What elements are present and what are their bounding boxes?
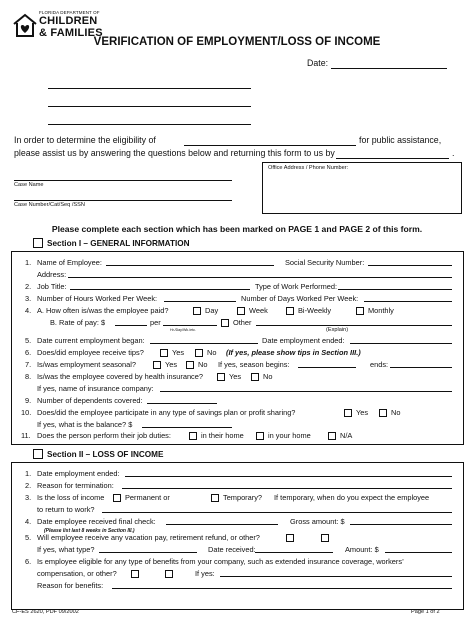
employee-address-field[interactable]	[68, 270, 452, 278]
s1-hours-label: Number of Hours Worked Per Week:	[37, 294, 158, 303]
vacation-no-checkbox[interactable]	[321, 534, 329, 542]
hours-per-week-field[interactable]	[164, 294, 236, 302]
s2-ifyes-label: If yes:	[195, 569, 215, 578]
s1-work-type-label: Type of Work Performed:	[255, 282, 338, 291]
ssn-field[interactable]	[368, 258, 452, 266]
savings-balance-field[interactable]	[142, 420, 232, 428]
recipient-address-line-2[interactable]	[48, 96, 251, 107]
s2-loss-label: Is the loss of income	[37, 493, 105, 502]
intro-text-2: for public assistance,	[359, 135, 442, 145]
intro-text-3: please assist us by answering the questions below and returning this form to us by	[14, 148, 335, 158]
date-label: Date:	[307, 58, 329, 68]
pay-week-checkbox[interactable]	[237, 307, 245, 315]
case-number-label: Case Number/Cat/Seq /SSN	[14, 202, 85, 208]
explain-hint-text: (Explain)	[326, 327, 349, 333]
termination-reason-field[interactable]	[122, 481, 452, 489]
season-begins-label: If yes, season begins:	[218, 360, 290, 369]
tips-note: (If yes, please show tips in Section III.)	[226, 348, 361, 357]
season-ends-field[interactable]	[390, 360, 452, 368]
section2-checkbox[interactable]	[33, 449, 43, 459]
s1-q3-number: 3.	[25, 294, 32, 303]
section1-title: Section I – GENERAL INFORMATION	[47, 239, 190, 248]
loss-permanent-label: Permanent or	[125, 493, 170, 502]
benefits-detail-field[interactable]	[220, 569, 452, 577]
tips-no-checkbox[interactable]	[195, 349, 203, 357]
instruction-text: Please complete each section which has been marked on PAGE 1 and PAGE 2 of this form.	[51, 224, 423, 234]
duties-their-home-label: in their home	[201, 431, 244, 440]
seasonal-yes-label: Yes	[165, 360, 178, 369]
logo-dept-text: FLORIDA DEPARTMENT OF	[39, 10, 100, 15]
house-heart-icon	[12, 12, 38, 38]
pay-day-label: Day	[205, 306, 219, 315]
pay-other-checkbox[interactable]	[221, 319, 229, 327]
s2-q3-number: 3.	[25, 493, 32, 502]
season-begins-field[interactable]	[298, 360, 356, 368]
s2-compensation-label: compensation, or other?	[37, 569, 117, 578]
s1-balance-label: If yes, what is the balance? $	[37, 420, 133, 429]
s1-q10-number: 10.	[21, 408, 32, 417]
s1-tips-label: Does/did employee receive tips?	[37, 348, 144, 357]
s2-final-check-label: Date employee received final check:	[37, 517, 156, 526]
s2-date-received-label: Date received:	[208, 545, 256, 554]
s2-reason-benefits-label: Reason for benefits:	[37, 581, 104, 590]
benefits-reason-field[interactable]	[112, 581, 452, 589]
pay-period-field[interactable]	[163, 318, 217, 326]
s1-job-title-label: Job Title:	[37, 282, 67, 291]
loss-permanent-checkbox[interactable]	[113, 494, 121, 502]
seasonal-no-label: No	[198, 360, 208, 369]
pay-week-label: Week	[249, 306, 268, 315]
seasonal-no-checkbox[interactable]	[186, 361, 194, 369]
recipient-address-line-1[interactable]	[48, 78, 251, 89]
s2-reason-label: Reason for termination:	[37, 481, 114, 490]
logo-org-line2: & FAMILIES	[39, 27, 103, 39]
return-by-date-field[interactable]	[336, 148, 449, 159]
duties-na-label: N/A	[340, 431, 353, 440]
s1-name-label: Name of Employee:	[37, 258, 102, 267]
amount-field[interactable]	[385, 545, 452, 553]
s2-final-check-note: (Please list last 8 weeks in Section III.)	[44, 528, 135, 534]
health-yes-label: Yes	[229, 372, 242, 381]
health-no-checkbox[interactable]	[251, 373, 259, 381]
duties-their-home-checkbox[interactable]	[189, 432, 197, 440]
intro-period: .	[452, 148, 455, 158]
s1-seasonal-label: Is/was employment seasonal?	[37, 360, 137, 369]
vacation-yes-checkbox[interactable]	[286, 534, 294, 542]
s1-q11-number: 11.	[21, 431, 31, 440]
rate-of-pay-field[interactable]	[115, 318, 147, 326]
case-name-label: Case Name	[14, 182, 44, 188]
season-ends-label: ends:	[370, 360, 389, 369]
health-no-label: No	[263, 372, 273, 381]
s1-address-label: Address:	[37, 270, 67, 279]
gross-amount-field[interactable]	[350, 517, 452, 525]
tips-yes-checkbox[interactable]	[160, 349, 168, 357]
vacation-type-field[interactable]	[99, 545, 197, 553]
duties-na-checkbox[interactable]	[328, 432, 336, 440]
section2-title: Section II – LOSS OF INCOME	[47, 450, 164, 459]
pay-other-label: Other	[233, 318, 252, 327]
s1-q6-number: 6.	[25, 348, 32, 357]
savings-yes-label: Yes	[356, 408, 369, 417]
pay-biweekly-label: Bi-Weekly	[298, 306, 332, 315]
s1-savings-label: Does/did the employee participate in any type of savings plan or profit sharing?	[37, 408, 296, 417]
s2-q2-number: 2.	[25, 481, 32, 490]
s1-q9-number: 9.	[25, 396, 32, 405]
s1-insurance-company-label: If yes, name of insurance company:	[37, 384, 154, 393]
savings-yes-checkbox[interactable]	[344, 409, 352, 417]
date-received-field[interactable]	[255, 545, 333, 553]
per-hint-text: Hr./Day/Wk./etc.	[170, 328, 196, 332]
duties-your-home-checkbox[interactable]	[256, 432, 264, 440]
s2-end-date-label: Date employment ended:	[37, 469, 120, 478]
s2-end-date-field[interactable]	[125, 469, 452, 477]
s1-q1-number: 1.	[25, 258, 32, 267]
s2-gross-amount-label: Gross amount: $	[290, 517, 345, 526]
tips-yes-label: Yes	[172, 348, 185, 357]
s1-q4-number: 4.	[25, 306, 32, 315]
savings-no-label: No	[391, 408, 401, 417]
s2-temporary-note: If temporary, when do you expect the employee	[274, 493, 430, 502]
intro-text-1: In order to determine the eligibility of	[14, 135, 156, 145]
savings-no-checkbox[interactable]	[379, 409, 387, 417]
office-address-box[interactable]	[262, 162, 462, 214]
s1-dependents-label: Number of dependents covered:	[37, 396, 143, 405]
form-title: VERIFICATION OF EMPLOYMENT/LOSS OF INCOME	[93, 36, 381, 48]
s1-ssn-label: Social Security Number:	[285, 258, 365, 267]
form-id: CF-ES 2620, PDF 09/2002	[12, 609, 79, 615]
office-address-label: Office Address / Phone Number:	[268, 165, 349, 171]
s2-q4-number: 4.	[25, 517, 32, 526]
recipient-address-line-3[interactable]	[48, 114, 251, 125]
dependents-field[interactable]	[147, 396, 217, 404]
s2-q5-number: 5.	[25, 533, 32, 542]
s1-days-label: Number of Days Worked Per Week:	[241, 294, 359, 303]
case-number-field[interactable]	[14, 190, 232, 201]
s1-q5-number: 5.	[25, 336, 32, 345]
s1-per-label: per	[150, 318, 161, 327]
loss-temporary-label: Temporary?	[223, 493, 263, 502]
s2-type-label: If yes, what type?	[37, 545, 95, 554]
pay-day-checkbox[interactable]	[193, 307, 201, 315]
s1-start-date-label: Date current employment began:	[37, 336, 145, 345]
employee-name-field[interactable]	[106, 258, 274, 266]
s1-duties-label: Does the person perform their job duties:	[37, 431, 171, 440]
s1-pay-frequency-label: A. How often is/was the employee paid?	[37, 306, 169, 315]
days-per-week-field[interactable]	[364, 294, 452, 302]
s1-health-label: Is/was the employee covered by health insurance?	[37, 372, 203, 381]
s2-return-label: to return to work?	[37, 505, 95, 514]
benefits-yes-checkbox[interactable]	[131, 570, 139, 578]
final-check-date-field[interactable]	[166, 517, 278, 525]
logo-org-line1: CHILDREN	[39, 15, 98, 27]
s2-benefits-label: Is employee eligible for any type of benefits from your company, such as extended insurance coverage, workers’	[37, 557, 404, 566]
s2-vacation-label: Will employee receive any vacation pay, retirement refund, or other?	[37, 533, 260, 542]
employment-start-field[interactable]	[150, 336, 258, 344]
date-field[interactable]	[331, 58, 447, 69]
pay-monthly-checkbox[interactable]	[356, 307, 364, 315]
seasonal-yes-checkbox[interactable]	[153, 361, 161, 369]
s2-q6-number: 6.	[25, 557, 32, 566]
health-yes-checkbox[interactable]	[217, 373, 225, 381]
s1-rate-label: B. Rate of pay: $	[50, 318, 106, 327]
pay-biweekly-checkbox[interactable]	[286, 307, 294, 315]
insurance-company-field[interactable]	[160, 384, 452, 392]
s2-q1-number: 1.	[25, 469, 32, 478]
return-to-work-field[interactable]	[102, 505, 452, 513]
s1-q2-number: 2.	[25, 282, 32, 291]
duties-your-home-label: in your home	[268, 431, 311, 440]
benefits-no-checkbox[interactable]	[165, 570, 173, 578]
s1-q7-number: 7.	[25, 360, 32, 369]
job-title-field[interactable]	[70, 282, 250, 290]
s2-amount-label: Amount: $	[345, 545, 379, 554]
s1-end-date-label: Date employment ended:	[262, 336, 345, 345]
employment-end-field[interactable]	[350, 336, 452, 344]
loss-temporary-checkbox[interactable]	[211, 494, 219, 502]
pay-other-explain-field[interactable]	[256, 318, 452, 326]
pay-monthly-label: Monthly	[368, 306, 394, 315]
work-type-field[interactable]	[338, 282, 452, 290]
applicant-name-field[interactable]	[184, 135, 356, 146]
tips-no-label: No	[207, 348, 217, 357]
s1-q8-number: 8.	[25, 372, 32, 381]
section1-checkbox[interactable]	[33, 238, 43, 248]
case-name-field[interactable]	[14, 170, 232, 181]
page-number: Page 1 of 2	[411, 609, 440, 615]
